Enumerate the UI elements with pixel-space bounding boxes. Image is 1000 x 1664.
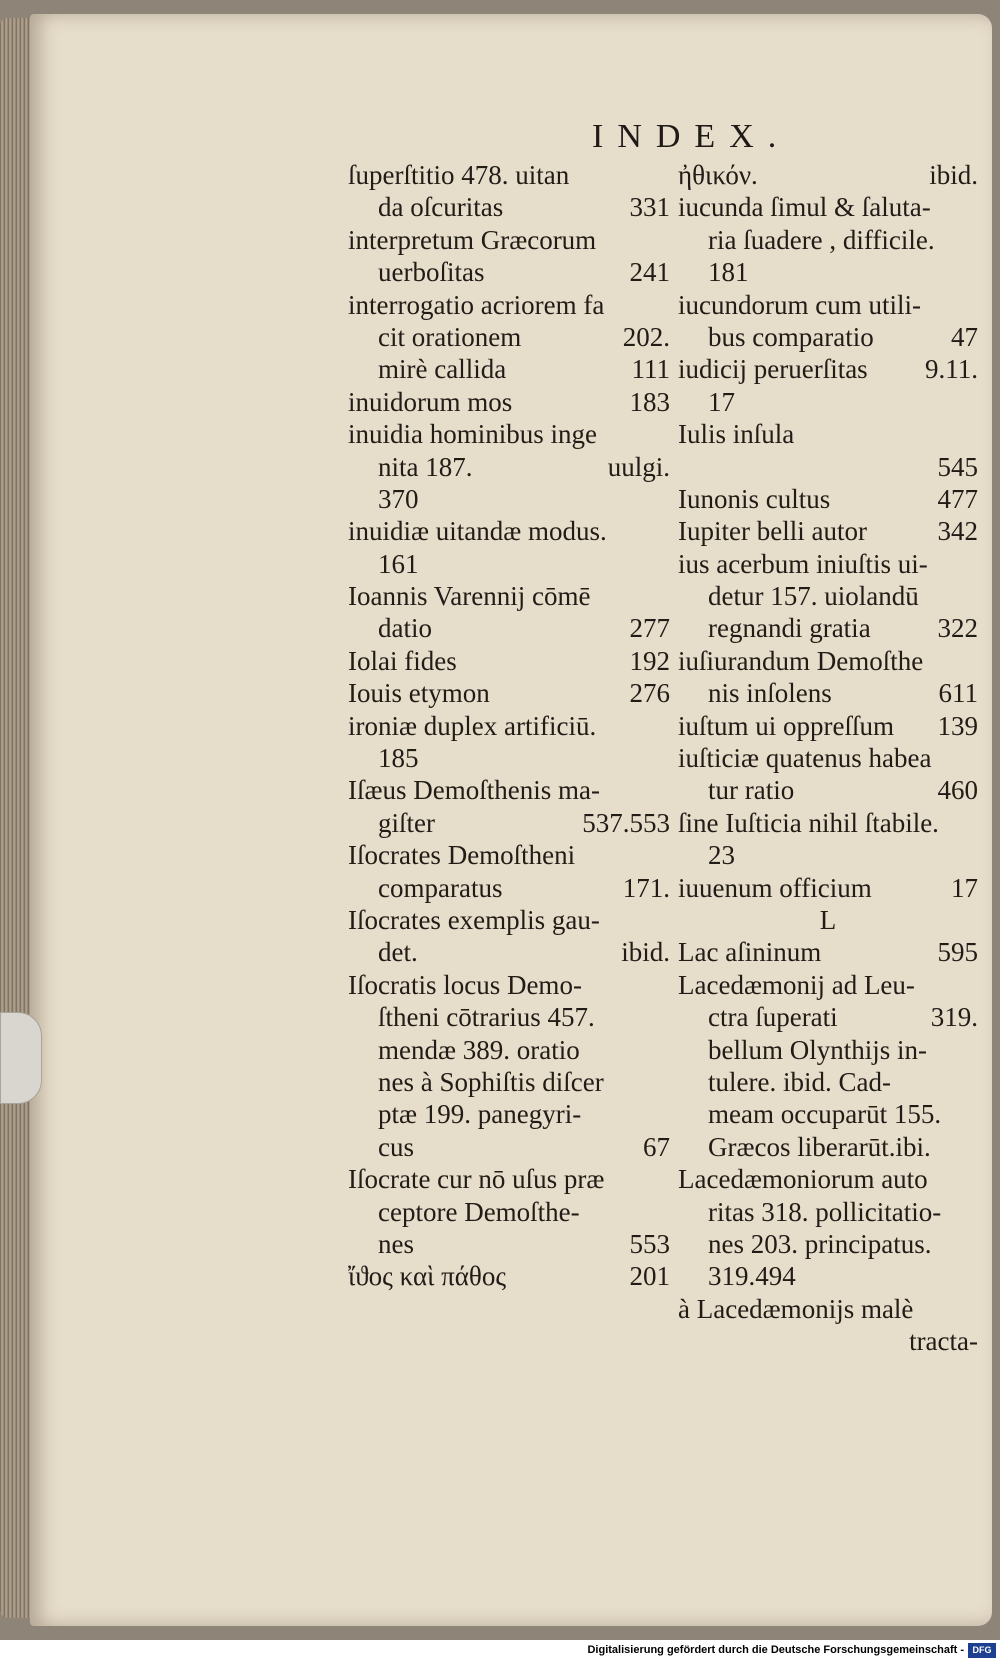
- index-entry: [678, 1001, 978, 1033]
- index-entry: [678, 1293, 978, 1325]
- page-reference: 595: [937, 937, 978, 968]
- index-entry: [348, 904, 670, 936]
- index-entry: [678, 451, 978, 483]
- page-reference: 139: [937, 710, 978, 741]
- index-entry: [348, 1196, 670, 1228]
- index-entry: [348, 872, 670, 904]
- entry-text: Iſocrates exemplis gau-: [348, 904, 600, 935]
- index-entry: [678, 1066, 978, 1098]
- entry-text: iucundorum cum utili-: [678, 289, 921, 320]
- page-reference: 201: [629, 1261, 670, 1292]
- index-entry: [678, 224, 978, 256]
- index-entry: [678, 418, 978, 450]
- page-reference: 322: [937, 613, 978, 644]
- entry-text: à Lacedæmonijs malè: [678, 1293, 914, 1324]
- index-entry: [678, 353, 978, 385]
- page-reference: 319.: [930, 1002, 978, 1033]
- entry-text: datio: [378, 613, 432, 644]
- entry-text: interpretum Græcorum: [348, 224, 597, 255]
- index-entry: [678, 256, 978, 288]
- index-entry: [348, 224, 670, 256]
- entry-text: Ioannis Varennij cōmē: [348, 581, 591, 612]
- entry-text: nis inſolens: [708, 678, 832, 709]
- index-entry: [348, 612, 670, 644]
- entry-text: bellum Olynthijs in-: [708, 1034, 927, 1065]
- footer-bar: [0, 1640, 1000, 1664]
- index-entry: [348, 969, 670, 1001]
- index-entry: [348, 774, 670, 806]
- index-entry: [678, 1325, 978, 1357]
- entry-text: inuidia hominibus inge: [348, 419, 597, 450]
- index-entry: [348, 645, 670, 677]
- index-entry: [348, 256, 670, 288]
- entry-text: detur 157. uiolandū: [708, 581, 919, 612]
- page-reference: 202.: [622, 321, 670, 352]
- entry-text: regnandi gratia: [708, 613, 871, 644]
- index-entry: [348, 289, 670, 321]
- page-reference: 537.553: [582, 807, 670, 838]
- index-column-left: [348, 159, 670, 1293]
- entry-text: cit orationem: [378, 321, 522, 352]
- index-entry: [678, 289, 978, 321]
- index-entry: [678, 969, 978, 1001]
- index-entry: [678, 159, 978, 191]
- index-entry: [678, 1034, 978, 1066]
- index-entry: [348, 386, 670, 418]
- index-entry: [348, 1001, 670, 1033]
- index-entry: [348, 515, 670, 547]
- index-entry: [678, 742, 978, 774]
- dfg-logo: DFG: [968, 1643, 996, 1658]
- index-entry: [348, 1260, 670, 1292]
- page-reference: 331: [629, 192, 670, 223]
- entry-text: ἠθικόν.: [678, 160, 758, 190]
- page-reference: ibid.: [929, 160, 978, 190]
- index-entry: [348, 1066, 670, 1098]
- index-entry: [678, 548, 978, 580]
- index-entry: [678, 1228, 978, 1260]
- entry-text: ironiæ duplex artificiū.: [348, 710, 597, 741]
- entry-text: nes: [378, 1228, 414, 1259]
- entry-text: ctra ſuperati: [708, 1002, 838, 1033]
- page-reference: 342: [937, 516, 978, 547]
- index-entry: [678, 645, 978, 677]
- page-reference: 183: [629, 386, 670, 417]
- page-reference: 553: [629, 1228, 670, 1259]
- entry-text: tulere. ibid. Cad-: [708, 1066, 891, 1097]
- entry-text: 319.494: [708, 1261, 796, 1292]
- entry-text: Iunonis cultus: [678, 483, 831, 514]
- funding-notice: Digitalisierung gefördert durch die Deutsche Forschungsgemeinschaft -: [587, 1644, 964, 1656]
- page-clip: [0, 1012, 42, 1104]
- entry-text: bus comparatio: [708, 321, 874, 352]
- index-column-right: [678, 159, 978, 1357]
- page-reference: 241: [629, 257, 670, 288]
- entry-text: nita 187.: [378, 451, 473, 482]
- index-entry: [348, 807, 670, 839]
- index-entry: [678, 386, 978, 418]
- entry-text: Lacedæmoniorum auto: [678, 1164, 928, 1195]
- page-reference: 111: [631, 354, 670, 385]
- index-entry: [678, 1098, 978, 1130]
- entry-text: L: [819, 904, 837, 935]
- page-reference: 276: [629, 678, 670, 709]
- index-entry: [678, 321, 978, 353]
- index-entry: [348, 1131, 670, 1163]
- book-page: [30, 14, 992, 1626]
- page-reference: 277: [629, 613, 670, 644]
- index-entry: [348, 1163, 670, 1195]
- entry-text: nes 203. principatus.: [708, 1228, 932, 1259]
- entry-text: Iſocrates Demoſtheni: [348, 840, 576, 871]
- page-reference: 460: [937, 775, 978, 806]
- entry-text: mendæ 389. oratio: [378, 1034, 580, 1065]
- entry-text: 370: [378, 483, 419, 514]
- entry-text: uerboſitas: [378, 257, 485, 288]
- index-entry: [678, 774, 978, 806]
- index-entry: [348, 353, 670, 385]
- entry-text: ius acerbum iniuſtis ui-: [678, 548, 928, 579]
- index-entry: [348, 191, 670, 223]
- index-entry: [678, 904, 978, 936]
- index-entry: [678, 1131, 978, 1163]
- entry-text: meam occuparūt 155.: [708, 1099, 942, 1130]
- entry-text: mirè callida: [378, 354, 507, 385]
- index-entry: [348, 451, 670, 483]
- page-reference: 477: [937, 483, 978, 514]
- index-entry: [678, 612, 978, 644]
- page-reference: 545: [937, 451, 978, 482]
- page-reference: 17: [951, 872, 978, 903]
- index-entry: [678, 1163, 978, 1195]
- index-entry: [678, 483, 978, 515]
- entry-text: interrogatio acriorem fa: [348, 289, 605, 320]
- entry-text: det.: [378, 937, 418, 968]
- index-entry: [348, 936, 670, 968]
- index-entry: [678, 515, 978, 547]
- index-entry: [678, 580, 978, 612]
- entry-text: iuſtum ui oppreſſum: [678, 710, 894, 741]
- entry-text: cus: [378, 1131, 414, 1162]
- entry-text: giſter: [378, 807, 435, 838]
- entry-text: 23: [708, 840, 735, 871]
- index-entry: [348, 321, 670, 353]
- index-entry: [348, 580, 670, 612]
- index-entry: [348, 1228, 670, 1260]
- entry-text: ſine Iuſticia nihil ſtabile.: [678, 807, 939, 838]
- entry-text: ſtheni cōtrarius 457.: [378, 1002, 595, 1033]
- entry-text: ritas 318. pollicitatio-: [708, 1196, 942, 1227]
- index-entry: [348, 839, 670, 871]
- page-reference: 47: [951, 321, 978, 352]
- entry-text: comparatus: [378, 872, 503, 903]
- entry-text: 185: [378, 743, 419, 774]
- page-header: INDEX.: [592, 118, 791, 155]
- entry-text: 181: [708, 257, 749, 288]
- page-reference: 67: [643, 1131, 670, 1162]
- page-reference: 192: [629, 645, 670, 676]
- entry-text: tur ratio: [708, 775, 795, 806]
- index-entry: [678, 1260, 978, 1292]
- entry-text: ptæ 199. panegyri-: [378, 1099, 582, 1130]
- entry-text: inuidorum mos: [348, 386, 513, 417]
- index-entry: [348, 710, 670, 742]
- index-entry: [348, 1098, 670, 1130]
- entry-text: Iouis etymon: [348, 678, 490, 709]
- page-reference: ibid.: [621, 937, 670, 968]
- entry-text: Græcos liberarūt.ibi.: [708, 1131, 931, 1162]
- page-reference: 611: [938, 678, 978, 709]
- entry-text: ceptore Demoſthe-: [378, 1196, 580, 1227]
- entry-text: Iſocratis locus Demo-: [348, 969, 582, 1000]
- entry-text: 17: [708, 386, 735, 417]
- index-entry: [678, 710, 978, 742]
- entry-text: iuſiurandum Demoſthe: [678, 645, 924, 676]
- index-entry: [348, 418, 670, 450]
- entry-text: 161: [378, 548, 419, 579]
- page-reference: 9.11.: [925, 354, 978, 385]
- entry-text: nes à Sophiſtis diſcer: [378, 1066, 604, 1097]
- index-entry: [348, 548, 670, 580]
- entry-text: ſuperſtitio 478. uitan: [348, 160, 570, 190]
- index-entry: [678, 936, 978, 968]
- entry-text: Iulis inſula: [678, 419, 795, 450]
- entry-text: iuſticiæ quatenus habea: [678, 743, 932, 774]
- index-entry: [348, 742, 670, 774]
- index-entry: [678, 807, 978, 839]
- entry-text: Lacedæmonij ad Leu-: [678, 969, 915, 1000]
- entry-text: Iupiter belli autor: [678, 516, 867, 547]
- entry-text: da oſcuritas: [378, 192, 504, 223]
- page-reference: uulgi.: [607, 451, 670, 482]
- entry-text: Iſæus Demoſthenis ma-: [348, 775, 600, 806]
- index-entry: [348, 483, 670, 515]
- entry-text: iudicij peruerſitas: [678, 354, 868, 385]
- index-entry: [678, 191, 978, 223]
- entry-text: Iſocrate cur nō uſus præ: [348, 1164, 605, 1195]
- index-entry: [348, 159, 670, 191]
- entry-text: inuidiæ uitandæ modus.: [348, 516, 607, 547]
- index-entry: [678, 839, 978, 871]
- entry-text: ἴϑος καὶ πάθος: [348, 1261, 507, 1292]
- index-entry: [678, 677, 978, 709]
- index-entry: [348, 1034, 670, 1066]
- index-entry: [348, 677, 670, 709]
- entry-text: iucunda ſimul & ſaluta-: [678, 192, 931, 223]
- page-reference: 171.: [622, 872, 670, 903]
- entry-text: ria ſuadere , difficile.: [708, 224, 935, 255]
- entry-text: Lac aſininum: [678, 937, 822, 968]
- index-entry: [678, 1196, 978, 1228]
- entry-text: iuuenum officium: [678, 872, 872, 903]
- entry-text: Iolai fides: [348, 645, 457, 676]
- entry-text: tracta-: [909, 1326, 978, 1357]
- index-entry: [678, 872, 978, 904]
